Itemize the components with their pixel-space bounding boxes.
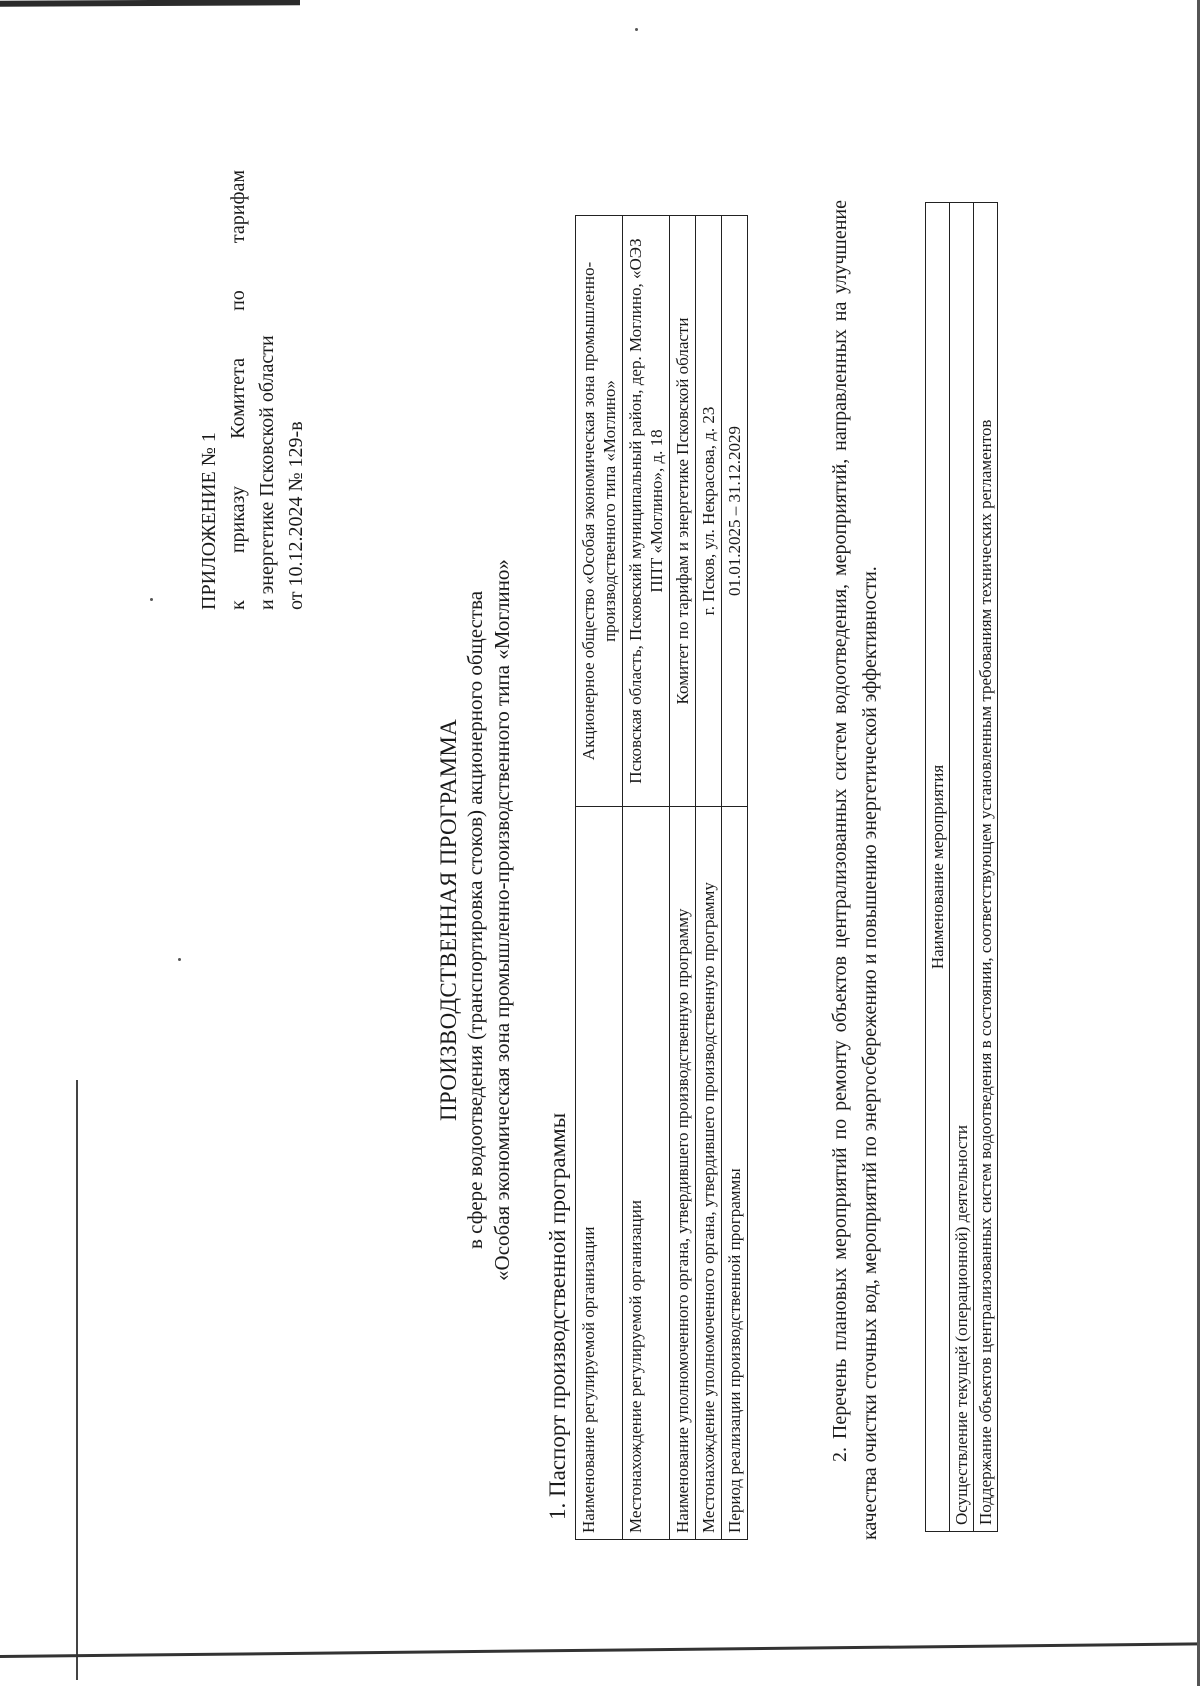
appendix-word: Комитета <box>227 358 249 439</box>
table-row <box>696 216 722 1540</box>
table-row <box>926 203 950 1532</box>
program-title-block <box>435 370 516 1470</box>
passport-label: Местонахождение регулируемой организации <box>623 807 670 1540</box>
event-item: Осуществление текущей (операционной) деятельности <box>950 203 974 1532</box>
appendix-block <box>195 170 311 610</box>
appendix-title: ПРИЛОЖЕНИЕ № 1 <box>198 432 220 610</box>
scan-edge-top <box>0 0 300 7</box>
passport-title: 1. Паспорт производственной программы <box>545 1112 570 1520</box>
events-heading: 2. Перечень плановых мероприятий по ремонту объектов централизованных систем водоотведения, мероприятий, направленных на улучшение качества очистки сточных вод, мероприятий по энергосбережению и повышению энергетической эффективности. <box>829 200 881 1540</box>
document-page <box>40 70 1140 1650</box>
appendix-line-2 <box>224 170 253 610</box>
passport-label: Наименование регулируемой организации <box>576 807 623 1540</box>
appendix-line-3: и энергетике Псковской области <box>256 335 278 610</box>
passport-value: 01.01.2025 – 31.12.2029 <box>722 216 748 807</box>
events-section <box>825 200 885 1540</box>
program-title: ПРОИЗВОДСТВЕННАЯ ПРОГРАММА <box>436 719 461 1121</box>
events-table <box>925 202 998 1532</box>
table-row <box>670 216 696 1540</box>
passport-table <box>575 215 748 1540</box>
appendix-word: по <box>227 290 249 311</box>
passport-value: Псковская область, Псковский муниципальный район, дер. Моглино, «ОЭЗ ППТ «Моглино», д. 18 <box>623 216 670 807</box>
program-subtitle-2: «Особая экономическая зона промышленно-производственного типа «Моглино» <box>490 559 514 1281</box>
table-row <box>576 216 623 1540</box>
passport-value: Акционерное общество «Особая экономическая зона промышленно-производственного типа «Моглино» <box>576 216 623 807</box>
table-row <box>950 203 974 1532</box>
table-row <box>623 216 670 1540</box>
passport-label: Местонахождение уполномоченного органа, утвердившего производственную программу <box>696 807 722 1540</box>
passport-value: Комитет по тарифам и энергетике Псковской области <box>670 216 696 807</box>
passport-section <box>545 240 748 1540</box>
table-row <box>974 203 998 1532</box>
appendix-line-4: от 10.12.2024 № 129-в <box>285 421 307 610</box>
scan-speck <box>635 28 638 31</box>
passport-value: г. Псков, ул. Некрасова, д. 23 <box>696 216 722 807</box>
appendix-word: к <box>227 600 249 610</box>
passport-label: Период реализации производственной программы <box>722 807 748 1540</box>
appendix-word: приказу <box>227 485 249 554</box>
event-item: Поддержание объектов централизованных систем водоотведения в состоянии, соответствующем установленным требованиям технических регламентов <box>974 203 998 1532</box>
events-column-header: Наименование мероприятия <box>926 203 950 1532</box>
program-subtitle-1: в сфере водоотведения (транспортировка стоков) акционерного общества <box>463 590 487 1250</box>
appendix-word: тарифам <box>227 170 249 244</box>
table-row <box>722 216 748 1540</box>
passport-label: Наименование уполномоченного органа, утвердившего производственную программу <box>670 807 696 1540</box>
